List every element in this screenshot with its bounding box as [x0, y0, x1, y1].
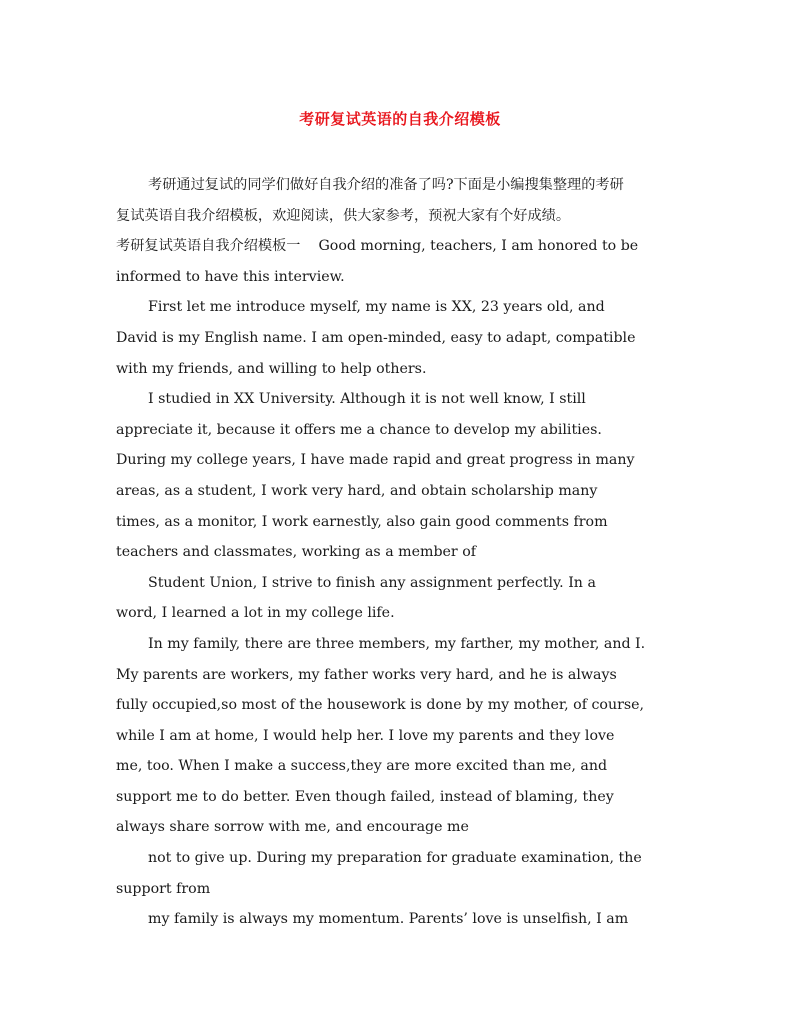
text-line: 考研复试英语自我介绍模板一 Good morning, teachers, I am honored to be	[116, 238, 639, 255]
text-line: 考研通过复试的同学们做好自我介绍的准备了吗?下面是小编搜集整理的考研	[148, 177, 624, 193]
text-line: support from	[116, 880, 211, 897]
text-line: fully occupied,so most of the housework is done by my mother, of course,	[116, 697, 645, 714]
text-line: my family is always my momentum. Parents’ love is unselfish, I am	[148, 911, 629, 928]
document-title: 考研复试英语的自我介绍模板	[299, 110, 501, 128]
text-line: word, I learned a lot in my college life.	[116, 605, 395, 622]
text-line: times, as a monitor, I work earnestly, also gain good comments from	[116, 513, 608, 530]
text-line: Student Union, I strive to finish any assignment perfectly. In a	[148, 574, 596, 591]
text-line: with my friends, and willing to help others.	[116, 360, 427, 377]
text-line: My parents are workers, my father works very hard, and he is always	[116, 666, 617, 683]
text-line: while I am at home, I would help her. I love my parents and they love	[116, 727, 615, 744]
text-line: not to give up. During my preparation for graduate examination, the	[148, 850, 642, 867]
text-line: areas, as a student, I work very hard, and obtain scholarship many	[116, 482, 598, 499]
text-line: In my family, there are three members, my farther, my mother, and I.	[148, 635, 646, 652]
text-line: appreciate it, because it offers me a chance to develop my abilities.	[116, 421, 602, 438]
document-body	[116, 170, 688, 935]
text-line: always share sorrow with me, and encourage me	[116, 819, 469, 836]
text-line: me, too. When I make a success,they are more excited than me, and	[116, 758, 608, 775]
text-line: support me to do better. Even though failed, instead of blaming, they	[116, 788, 614, 805]
text-line: informed to have this interview.	[116, 268, 345, 285]
text-line: 复试英语自我介绍模板，欢迎阅读，供大家参考，预祝大家有个好成绩。	[116, 207, 571, 224]
text-line: First let me introduce myself, my name is XX, 23 years old, and	[148, 299, 605, 316]
text-line: David is my English name. I am open-minded, easy to adapt, compatible	[116, 329, 636, 346]
text-line: During my college years, I have made rapid and great progress in many	[116, 452, 635, 469]
text-line: teachers and classmates, working as a member of	[116, 544, 477, 561]
text-line: I studied in XX University. Although it is not well know, I still	[148, 391, 586, 408]
